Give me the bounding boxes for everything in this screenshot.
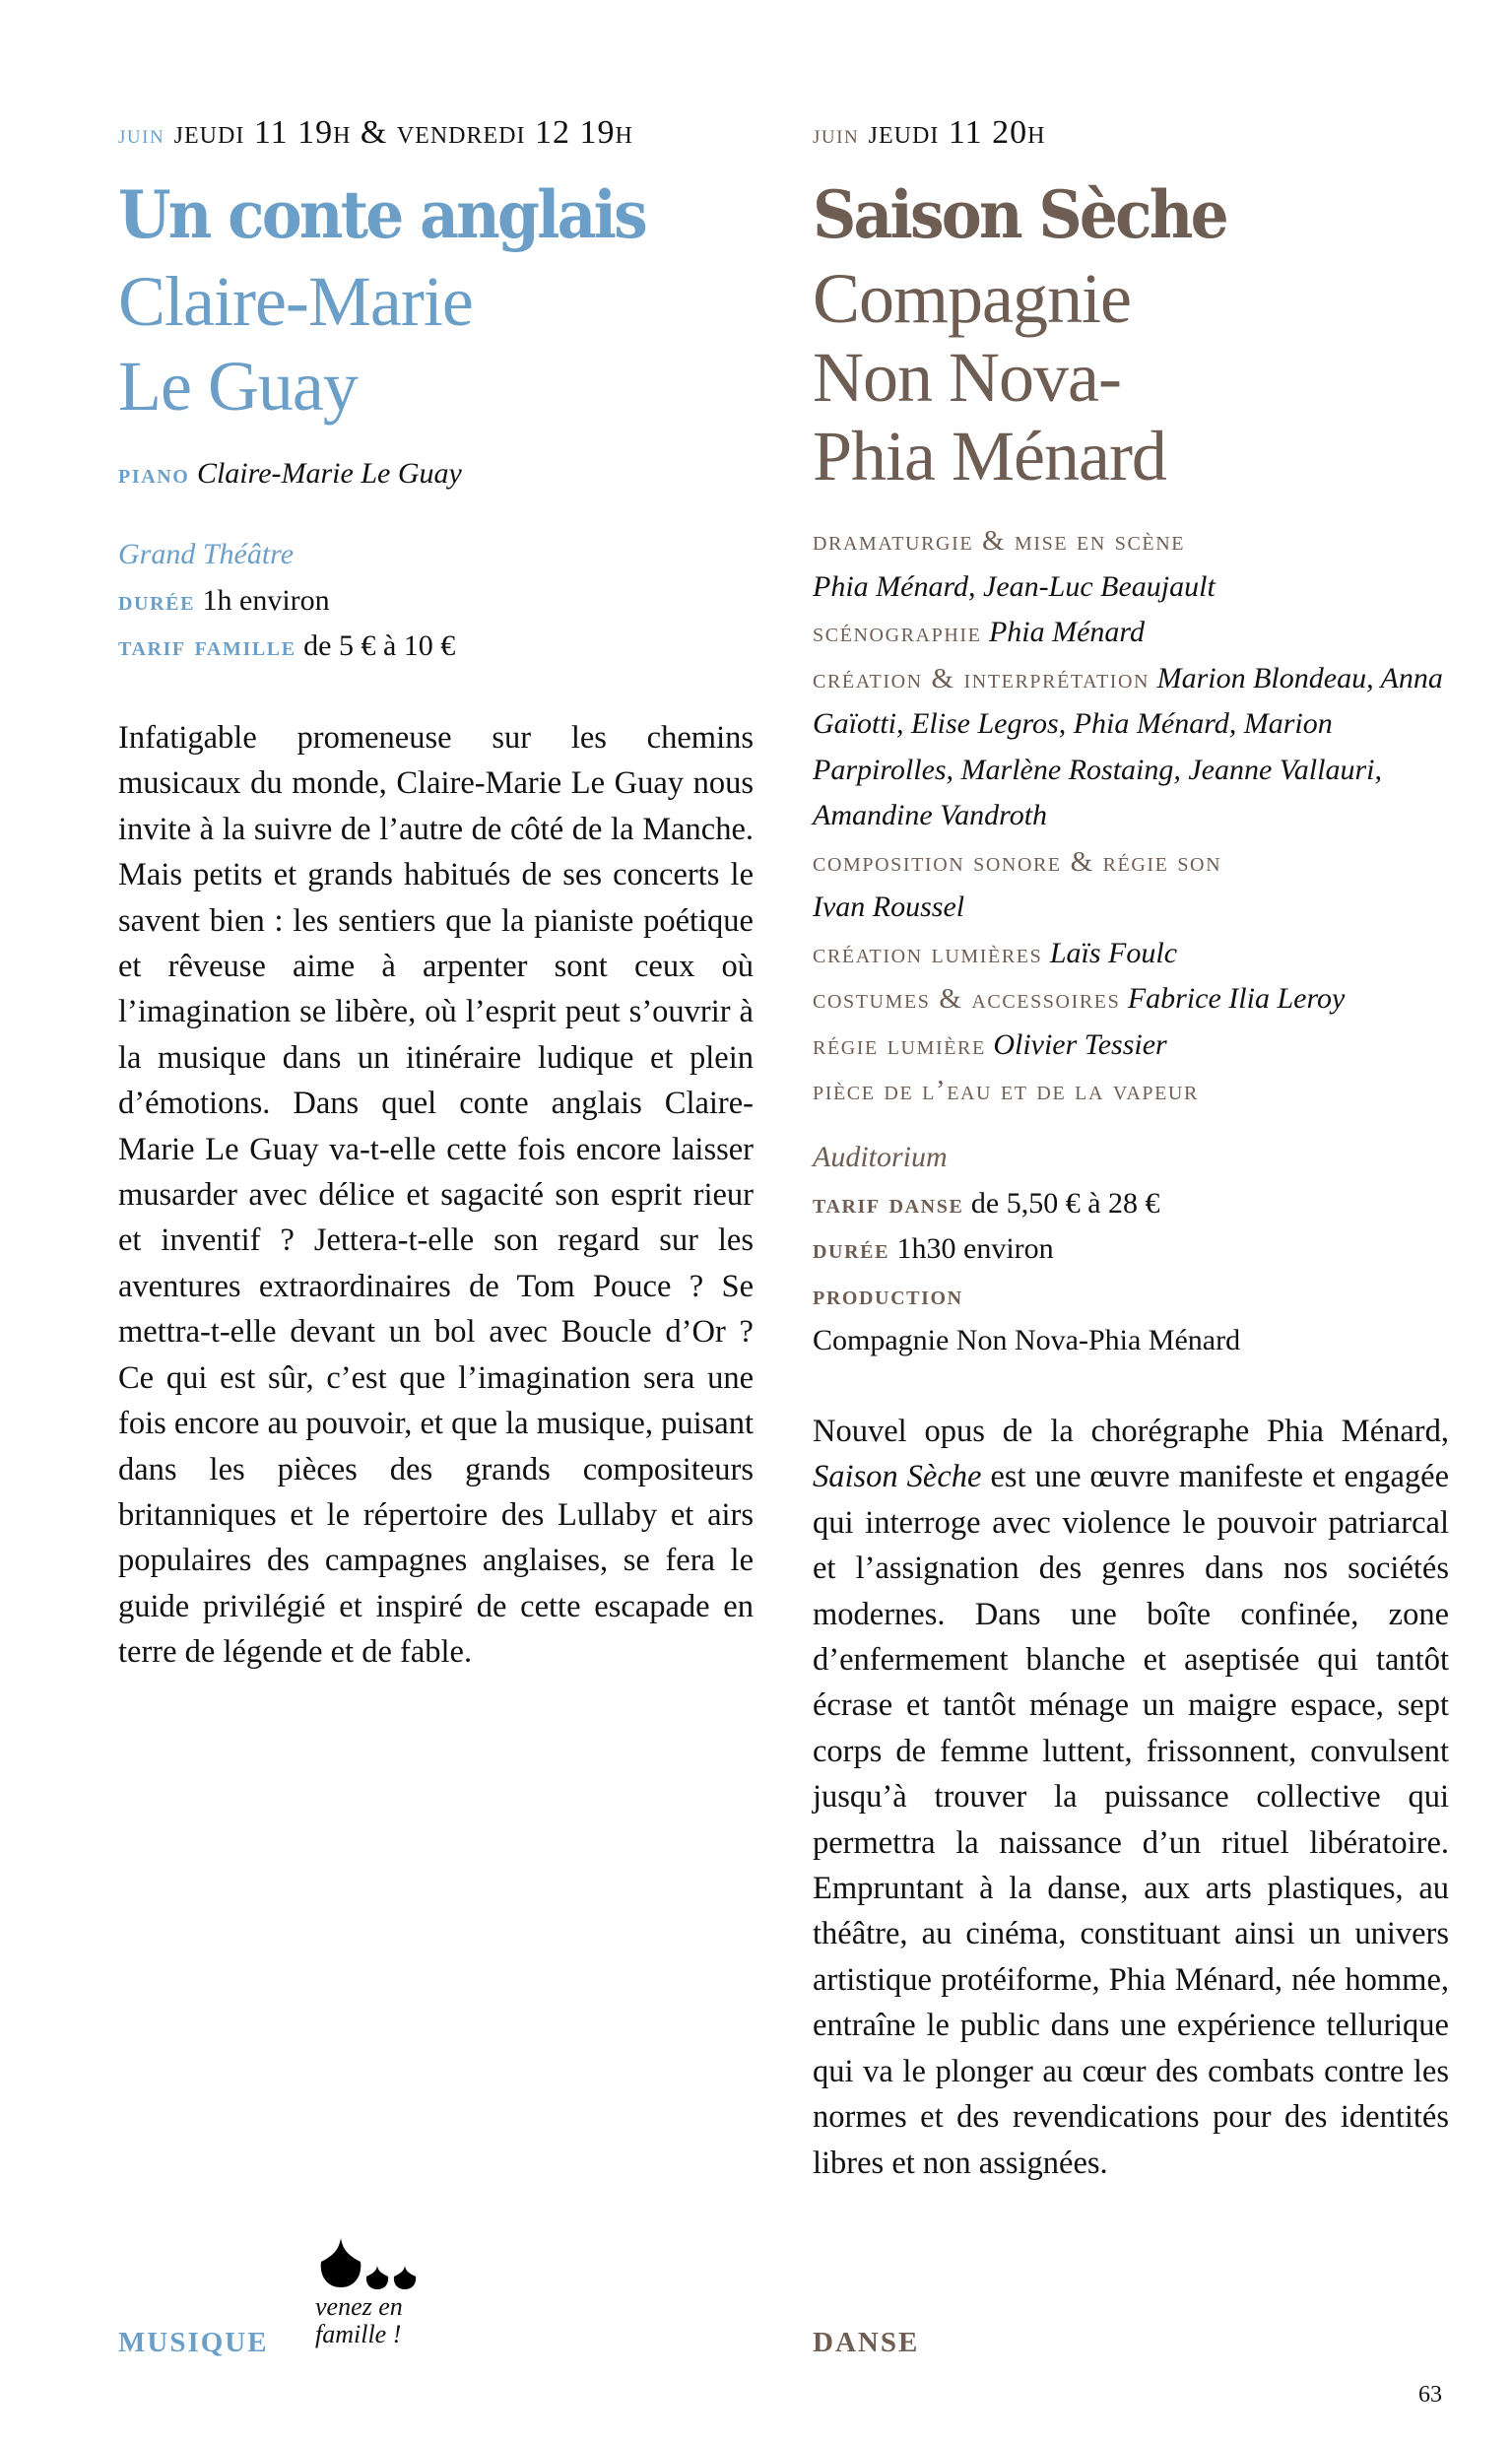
event-date (813, 114, 1045, 152)
credit-role: piano (118, 458, 190, 490)
venue: Auditorium (813, 1141, 948, 1173)
price-label: tarif danse (813, 1187, 964, 1220)
event-artist (118, 259, 473, 429)
category-label-danse: DANSE (813, 2327, 920, 2358)
credits (813, 518, 1449, 1114)
credit-row (813, 656, 1449, 839)
venue: Grand Théâtre (118, 538, 295, 570)
description-intro: Nouvel opus de la chorégraphe Phia Ménard, (813, 1414, 1449, 1449)
event-info (118, 532, 455, 670)
price-row (118, 624, 455, 670)
price-row (813, 1181, 1240, 1227)
duration-value: 1h30 environ (896, 1232, 1054, 1265)
artist-line: Le Guay (118, 347, 358, 426)
duration-value: 1h environ (202, 583, 330, 617)
credit-role: création & interprétation (813, 662, 1150, 694)
event-company (813, 259, 1166, 495)
credit-name: Fabrice Ilia Leroy (1127, 982, 1346, 1015)
production-value: Compagnie Non Nova-Phia Ménard (813, 1324, 1241, 1356)
event-description: Infatigable promeneuse sur les chemins musicaux du monde, Claire-Marie Le Guay nous invite à la suivre de l’autre de côté de la Manche. Mais petits et grands habitués de ses concerts le savent bien : les sentiers que la pianiste poétique et rêveuse aime à arpenter sont ceux où l’imagination se libère, où l’esprit peut s’ouvrir à la musique dans un itinéraire ludique et plein d’émotions. Dans quel conte anglais Claire-Marie Le Guay va-t-elle cette fois encore laisser musarder avec délice et sagacité son esprit rieur et inventif ? Jettera-t-elle son regard sur les aventures extraordinaires de Tom Pouce ? Se mettra-t-elle devant un bol avec Boucle d’Or ? Ce qui est sûr, c’est que l’imagination sera une fois encore au pouvoir, et que la musique, puisant dans les pièces des grands compositeurs britanniques et le répertoire des Lullaby et airs populaires des campagnes anglaises, se fera le guide privilégié et inspiré de cette escapade en terre de légende et de fable. (118, 720, 754, 1671)
credit-name: Olivier Tessier (993, 1027, 1167, 1061)
company-line: Phia Ménard (813, 417, 1166, 495)
credit-role: régie lumière (813, 1028, 986, 1061)
credit-row (813, 610, 1449, 656)
duration-row (118, 578, 455, 625)
credit-row (813, 839, 1449, 931)
credit-name: Phia Ménard, Jean-Luc Beaujault (813, 569, 1216, 603)
artist-line: Claire-Marie (118, 262, 473, 341)
credit-role: composition sonore & régie son (813, 845, 1222, 878)
credit-row (813, 931, 1449, 977)
event-month: juin (813, 119, 860, 149)
credit-row (813, 1023, 1449, 1069)
famille-line: venez en (315, 2292, 403, 2321)
company-line: Compagnie (813, 259, 1131, 338)
production-label: production (813, 1279, 963, 1311)
credit-row (813, 518, 1449, 610)
duration-label: durée (118, 584, 196, 617)
company-line: Non Nova- (813, 338, 1121, 417)
family-drops-icon (313, 2236, 431, 2293)
description-title-ref: Saison Sèche (813, 1459, 982, 1495)
credit-role: création lumières (813, 937, 1043, 969)
event-date (118, 114, 633, 152)
credit-name: Ivan Roussel (813, 891, 965, 923)
credit-name: Marion Blondeau, Anna Gaïotti, Elise Legros, Phia Ménard, Marion Parpirolles, Marlène Rostaing, Jeanne Vallauri, Amandine Vandroth (813, 661, 1443, 831)
credit-role: pièce de l’eau et de la vapeur (813, 1075, 1199, 1106)
credit-row (813, 976, 1449, 1023)
price-label: tarif famille (118, 630, 296, 662)
price-value: de 5 € à 10 € (303, 629, 456, 662)
event-days: jeudi 11 19h & vendredi 12 19h (173, 114, 633, 151)
description-rest: est une œuvre manifeste et engagée qui interroge avec violence le pouvoir patriarcal et l’assignation des genres dans nos sociétés modernes. Dans une boîte confinée, zone d’enfermement blanche et aseptisée qui tantôt écrase et tantôt ménage un maigre espace, sept corps de femme luttent, frissonnent, convulsent jusqu’à trouver la puissance collective qui permettra la naissance d’un rituel libératoire. Empruntant à la danse, aux arts plastiques, au théâtre, au cinéma, constituant ainsi un univers artistique protéiforme, Phia Ménard, née homme, entraîne le public dans une expérience tellurique qui va le plonger au cœur des combats contre les normes et des revendications pour des identités libres et non assignées. (813, 1459, 1449, 2181)
duration-row (813, 1226, 1240, 1273)
event-info (813, 1135, 1240, 1364)
event-title: Un conte anglais (118, 176, 645, 253)
famille-line: famille ! (315, 2320, 402, 2348)
event-description (813, 1409, 1449, 2186)
credit-role: scénographie (813, 617, 982, 648)
famille-text (315, 2293, 403, 2348)
credits (118, 451, 462, 497)
event-title: Saison Sèche (813, 176, 1226, 253)
category-label-musique: MUSIQUE (118, 2327, 269, 2358)
credit-role: dramaturgie & mise en scène (813, 525, 1186, 557)
event-month: juin (118, 119, 165, 149)
credit-name: Claire-Marie Le Guay (196, 457, 462, 490)
page-number: 63 (1418, 2382, 1442, 2408)
credit-name: Phia Ménard (988, 616, 1145, 648)
price-value: de 5,50 € à 28 € (970, 1186, 1160, 1220)
credit-role: costumes & accessoires (813, 983, 1121, 1015)
duration-label: durée (813, 1233, 890, 1265)
credit-row (813, 1068, 1449, 1114)
event-days: jeudi 11 20h (868, 114, 1046, 151)
credit-name: Laïs Foulc (1049, 936, 1178, 969)
famille-badge (313, 2236, 431, 2364)
